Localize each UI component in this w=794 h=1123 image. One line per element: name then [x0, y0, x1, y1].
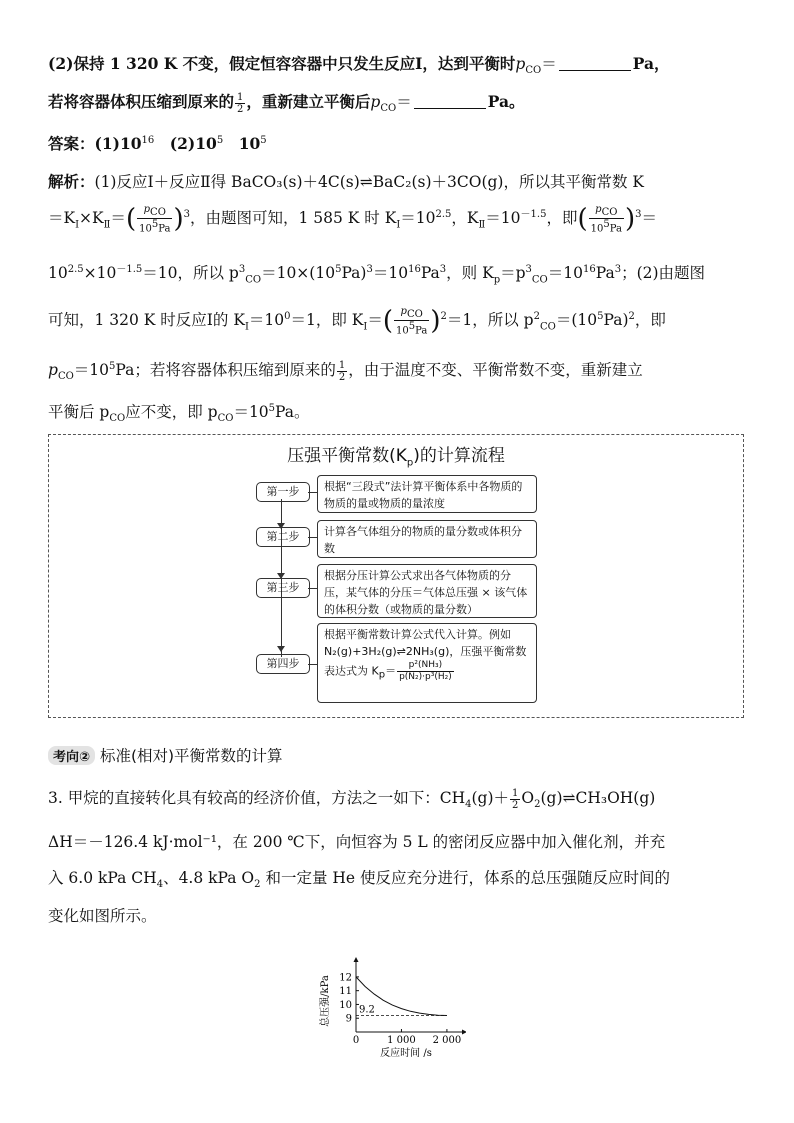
section-title: 标准(相对)平衡常数的计算 [99, 747, 283, 765]
t: 5 [597, 311, 604, 323]
t: ＝p [500, 264, 526, 283]
t: 入 6.0 kPa CH [48, 869, 157, 887]
t: 、4.8 kPa O [163, 869, 255, 887]
x-axis-label: 反应时间 /s [380, 1048, 432, 1059]
q3-line-2: ΔH＝－126.4 kJ·mol⁻¹，在 200 ℃下，向恒容为 5 L 的密闭反应器中加入催化剂，并充 [48, 833, 666, 851]
t: 3 [525, 264, 532, 275]
t: CO [150, 207, 166, 218]
step-4-box [317, 623, 537, 703]
paren-open-2: ( [577, 204, 588, 235]
t: －1.5 [116, 264, 143, 275]
t: ＝10 [73, 361, 110, 379]
q2-sub: CO [525, 65, 542, 77]
t: Ⅰ [363, 321, 368, 333]
t: 4 [156, 879, 164, 891]
step-3-label: 第三步 [256, 578, 310, 598]
t: 5 [335, 264, 342, 275]
t: p(N₂)·p³(H₂) [399, 672, 452, 682]
t: ＝10 [248, 311, 285, 330]
t: 10 [590, 223, 604, 235]
answer-text: (1)10 [94, 134, 142, 153]
y-tick-label: 9 [345, 1013, 352, 1025]
t: 0 [284, 311, 291, 323]
t: ，则 K [446, 264, 494, 283]
t: p [143, 204, 151, 215]
t: ＝10×(10 [261, 264, 336, 283]
t: p [493, 274, 501, 286]
analysis-label: 解析： [48, 172, 95, 191]
kp-flow-box [48, 434, 744, 718]
t: 2.5 [67, 264, 84, 275]
t: 平衡后 p [48, 403, 110, 421]
t: 5 [151, 219, 159, 230]
t: ，即 [634, 311, 666, 330]
fraction-one-half-2 [337, 360, 347, 383]
step-2-box: 计算各气体组分的物质的量分数或体积分数 [317, 520, 537, 558]
kp-fraction [397, 660, 454, 683]
t: ＝ [367, 311, 383, 330]
step-1-box: 根据“三段式”法计算平衡体系中各物质的物质的量或物质的量浓度 [317, 475, 537, 513]
t: Pa [420, 264, 440, 283]
t: Pa。 [275, 403, 310, 421]
t: 3 [238, 264, 246, 275]
t: ＝ [110, 209, 126, 228]
answer-sup-3: 5 [260, 134, 267, 146]
answer-blank-1[interactable] [559, 56, 631, 71]
t: 2 [254, 879, 261, 891]
t: 2 [533, 311, 540, 323]
t: 应不变，即 p [125, 403, 218, 421]
analysis-line-6 [48, 400, 310, 424]
paren-close-2: ) [624, 204, 636, 235]
t: 2.5 [435, 209, 452, 221]
t: 3 [366, 264, 373, 275]
t: 5 [408, 321, 416, 332]
analysis-line-3 [48, 260, 705, 285]
x-tick-label: 2 000 [432, 1035, 462, 1046]
t: ＝ [385, 664, 397, 678]
t: 16 [583, 264, 596, 275]
y-axis-label: 总压强/kPa [320, 975, 331, 1027]
t: 2 [338, 371, 346, 383]
t: ＝10 [233, 403, 269, 421]
fraction-one-half [235, 92, 245, 115]
t: ，即 [546, 209, 578, 228]
q3-line-4: 变化如图所示。 [48, 907, 157, 925]
step-1-label: 第一步 [256, 482, 310, 502]
answer-line [48, 132, 267, 154]
t: 3 [183, 209, 190, 221]
frac-den: 2 [237, 103, 244, 115]
t: ，由题图可知，1 585 K 时 K [189, 209, 397, 228]
t: 3 [635, 209, 642, 221]
t: Pa [415, 325, 428, 337]
t: CO [109, 413, 126, 425]
answer-text-2: (2)10 [154, 134, 217, 153]
t: ＝10，所以 p [142, 264, 239, 283]
q2-text: (2)保持 1 320 K 不变，假定恒容容器中只发生反应Ⅰ，达到平衡时 [48, 54, 516, 73]
t: 1 [512, 787, 519, 799]
t: p [400, 306, 407, 317]
t: (g)＋ [471, 789, 510, 807]
y-tick-label: 11 [339, 986, 352, 998]
t: ＝ [641, 209, 658, 228]
t: Ⅰ [396, 219, 401, 231]
q2-line-1 [48, 52, 670, 76]
t: ；(2)由题图 [621, 264, 706, 283]
t: 3 [614, 264, 622, 275]
t: )的计算流程 [413, 446, 505, 466]
t: CO [406, 309, 423, 320]
t: p [595, 204, 602, 215]
t: 5 [109, 360, 116, 372]
fraction-pco [137, 204, 172, 234]
t: p [48, 361, 58, 379]
analysis-line-1 [48, 170, 644, 192]
fraction-one-half-3 [510, 788, 520, 811]
t: 和一定量 He 使反应充分进行，体系的总压强随反应时间的 [260, 869, 670, 887]
q3-line-3 [48, 866, 670, 890]
t: CO [601, 207, 618, 218]
fraction-pco-2 [589, 204, 624, 234]
fraction-pco-3 [394, 306, 429, 336]
t: Pa [609, 223, 622, 235]
t: 16 [408, 264, 421, 275]
q2-unit-2: Pa。 [487, 92, 525, 111]
y-tick-label: 10 [339, 999, 352, 1011]
t: p²(NH₃) [397, 660, 454, 672]
t: ＝1，所以 p [446, 311, 534, 330]
t: 5 [603, 219, 610, 230]
t: Pa [595, 264, 615, 283]
q2-eq: ＝ [541, 55, 557, 73]
t: Pa [158, 223, 171, 235]
frac-num: 1 [237, 91, 244, 103]
t: CO [57, 371, 74, 383]
q3-line-1 [48, 786, 655, 811]
analysis-line-5 [48, 358, 643, 383]
t: CO [539, 321, 556, 333]
x-tick-label: 0 [352, 1035, 360, 1046]
t: ＝K [48, 209, 76, 228]
t: 根据平衡常数计算公式代入计算。例如N₂(g)+3H₂(g)⇌2NH₃(g)，压强平衡常数表达式为 K [324, 628, 527, 678]
q2-text-3: ，重新建立平衡后 [246, 92, 371, 111]
step-4-label: 第四步 [256, 654, 310, 674]
step-2-label: 第二步 [256, 527, 310, 547]
t: 3 [439, 264, 447, 275]
q2-unit: Pa， [632, 54, 670, 73]
q2-line-2 [48, 90, 525, 115]
t: ＝10 [372, 264, 409, 283]
t: p [406, 457, 414, 469]
t: 3. 甲烷的直接转化具有较高的经济价值，方法之一如下：CH [48, 789, 466, 807]
t: 5 [268, 402, 276, 414]
analysis-text: (1)反应Ⅰ＋反应Ⅱ得 BaCO₃(s)＋4C(s)⇌BaC₂(s)＋3CO(g)，所以其平衡常数 K [94, 173, 644, 191]
t: 1 [338, 359, 346, 371]
t: ＝10 [547, 264, 583, 283]
t: Pa) [341, 264, 367, 283]
analysis-line-2 [48, 204, 657, 234]
answer-sup: 16 [141, 134, 155, 146]
x-tick-label: 1 000 [387, 1035, 416, 1046]
t: Ⅰ [75, 219, 80, 231]
y-tick-label: 12 [339, 972, 352, 984]
t: 10 [139, 223, 152, 235]
q2-var-p-2: p [370, 93, 381, 111]
answer-sup-2: 5 [216, 134, 224, 146]
t: Pa) [603, 311, 629, 330]
y-axis-arrow-icon [354, 957, 359, 962]
answer-label: 答案： [48, 134, 95, 153]
paren-close-3: ) [430, 306, 441, 337]
pressure-time-chart [316, 940, 466, 1060]
answer-blank-2[interactable] [414, 94, 486, 109]
arrow-down-icon [277, 646, 285, 652]
t: ＝10 [485, 209, 521, 228]
t: 2 [440, 311, 447, 323]
t: CO [245, 274, 262, 286]
t: (g)⇌CH₃OH(g) [540, 789, 656, 807]
t: ，K [451, 209, 479, 228]
t: 2 [512, 799, 519, 811]
t: －1.5 [520, 209, 547, 221]
paren-close: ) [173, 204, 184, 235]
t: CO [217, 413, 234, 425]
t: 10 [48, 264, 68, 283]
t: 10 [396, 325, 409, 337]
t: Ⅰ [244, 321, 249, 333]
section-header [48, 744, 283, 766]
paren-open: ( [125, 204, 137, 235]
t: CO [531, 274, 548, 286]
t: Pa；若将容器体积压缩到原来的 [115, 361, 336, 379]
t: ×K [79, 209, 104, 228]
t: 可知，1 320 K 时反应Ⅰ的 K [48, 311, 245, 330]
q2-var-p: p [515, 55, 526, 73]
t: 2 [534, 799, 541, 811]
t: Ⅱ [478, 219, 486, 231]
annotation-label: 9.2 [359, 1004, 375, 1016]
x-axis-arrow-icon [462, 1030, 466, 1035]
analysis-line-4 [48, 306, 666, 336]
t: 4 [465, 799, 472, 811]
t: O [521, 789, 535, 807]
t: ，由于温度不变、平衡常数不变，重新建立 [348, 361, 643, 379]
t: ＝10 [400, 209, 436, 228]
step-3-box: 根据分压计算公式求出各气体物质的分压，某气体的分压＝气体总压强 × 该气体的体积分数（或物质的量分数） [317, 564, 537, 618]
q2-sub-2: CO [380, 103, 397, 115]
section-badge: 考向② [48, 746, 95, 765]
answer-text-3: 10 [223, 134, 261, 153]
t: ×10 [83, 264, 117, 283]
q2-text-2: 若将容器体积压缩到原来的 [48, 92, 235, 111]
q2-eq-2: ＝ [396, 93, 412, 111]
t: 压强平衡常数(K [287, 446, 407, 466]
t: ＝1，即 K [290, 311, 364, 330]
t: 2 [628, 311, 635, 323]
flow-title [49, 441, 743, 468]
t: Ⅱ [103, 219, 111, 231]
paren-open-3: ( [382, 306, 393, 337]
t: ＝(10 [555, 311, 598, 330]
t: p [378, 669, 386, 681]
